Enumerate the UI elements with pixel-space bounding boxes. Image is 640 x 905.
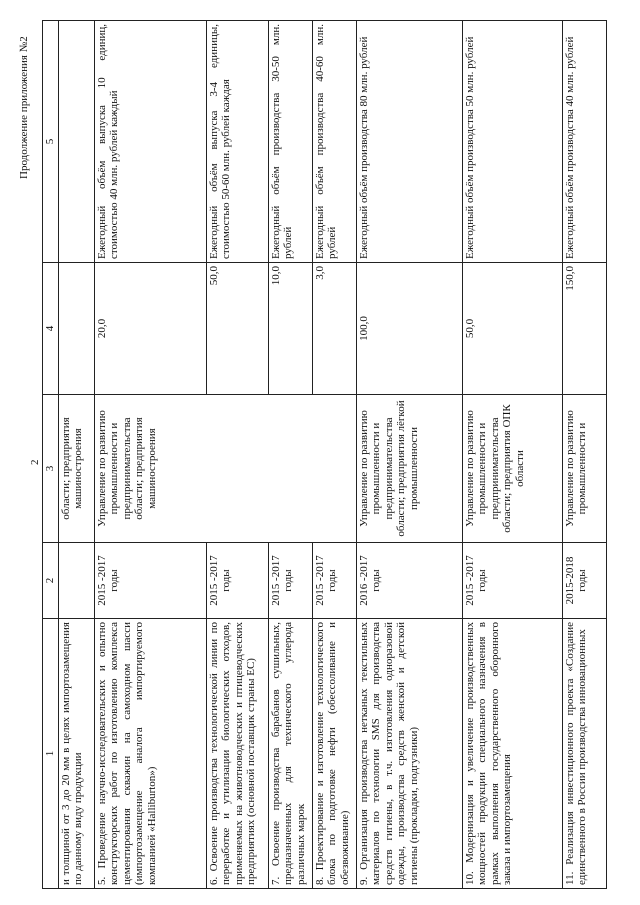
table-row	[462, 21, 562, 889]
expected-result: Ежегодный объём выпуска 10 единиц, стоимостью 40 млн. рублей каждый	[94, 21, 206, 263]
expected-result: Ежегодный объём производства 40-60 млн. рублей	[312, 21, 356, 263]
funding-amount: 100,0	[356, 263, 462, 395]
table-row	[58, 21, 94, 889]
funding-amount: 3,0	[312, 263, 356, 395]
table-row	[562, 21, 606, 889]
responsible-party: Управление по развитию промышленности и предпринимательства области; предприятия машиностроения	[94, 395, 356, 543]
column-header-4: 4	[43, 263, 59, 395]
project-description: 7. Освоение производства барабанов сушильных, предназначенных для технического углерода различных марок	[268, 619, 312, 889]
project-description: 11. Реализация инвестиционного проекта «Создание единственного в России производства инновационных	[562, 619, 606, 889]
column-header-1: 1	[43, 619, 59, 889]
project-period: 2015 -2017 годы	[312, 543, 356, 619]
project-period: 2015 -2017 годы	[206, 543, 268, 619]
project-period: 2016 -2017 годы	[356, 543, 462, 619]
project-period: 2015 -2017 годы	[94, 543, 206, 619]
project-description: 9. Организация производства нетканых текстильных материалов по технологии SMS для производства средств гигиены, в т.ч. изготовления одноразовой одежды, производства средств женской и детской гигиены (прокладки, подгузники)	[356, 619, 462, 889]
expected-result: Ежегодный объём производства 40 млн. рублей	[562, 21, 606, 263]
funding-amount: 50,0	[462, 263, 562, 395]
responsible-party: области; предприятия машиностроения	[58, 395, 94, 543]
project-description: 10. Модернизация и увеличение производственных мощностей продукции специального назначения в рамках выполнения государственного оборонного заказа и импортозамещения	[462, 619, 562, 889]
project-period: 2015-2018 годы	[562, 543, 606, 619]
expected-result: Ежегодный объём производства 50 млн. рублей	[462, 21, 562, 263]
table-row	[94, 21, 206, 889]
project-description: и толщиной от 3 до 20 мм в целях импортозамещения по данному виду продукции	[58, 619, 94, 889]
project-description: 5. Проведение научно-исследовательских и опытно конструкторских работ по изготовлению комплекса цементирования скважин на самоходном шасси (импортозамещение аналога импортируемого компанией «Halliburton»)	[94, 619, 206, 889]
funding-amount: 20,0	[94, 263, 206, 395]
responsible-party: Управление по развитию промышленности и	[562, 395, 606, 543]
appendix-continuation-note: Продолжение приложения №2	[18, 36, 30, 179]
project-period: 2015 -2017 годы	[462, 543, 562, 619]
funding-amount: 150,0	[562, 263, 606, 395]
responsible-party: Управление по развитию промышленности и предпринимательства области; предприятия лёгкой промышленности	[356, 395, 462, 543]
project-description: 8. Проектирование и изготовление технологического блока по подготовке нефти (обессоливание и обезвоживание)	[312, 619, 356, 889]
expected-result: Ежегодный объём производства 30-50 млн. рублей	[268, 21, 312, 263]
table-row	[356, 21, 462, 889]
project-description: 6. Освоение производства технологической линии по переработке и утилизации биологических отходов, применяемых на животноводческих и птицеводческих предприятиях (основной поставщик страны ЕС)	[206, 619, 268, 889]
column-header-5: 5	[43, 21, 59, 263]
expected-result	[58, 21, 94, 263]
funding-amount: 50,0	[206, 263, 268, 395]
funding-amount: 10,0	[268, 263, 312, 395]
responsible-party: Управление по развитию промышленности и предпринимательства области; предприятия ОПК области	[462, 395, 562, 543]
column-header-2: 2	[43, 543, 59, 619]
page-number: 2	[29, 459, 41, 465]
expected-result: Ежегодный объём производства 80 млн. рублей	[356, 21, 462, 263]
table-header-row	[43, 21, 59, 889]
funding-amount	[58, 263, 94, 395]
project-period: 2015 -2017 годы	[268, 543, 312, 619]
project-period	[58, 543, 94, 619]
column-header-3: 3	[43, 395, 59, 543]
projects-table	[42, 20, 607, 889]
expected-result: Ежегодный объём выпуска 3-4 единицы, стоимостью 50-60 млн. рублей каждая	[206, 21, 268, 263]
